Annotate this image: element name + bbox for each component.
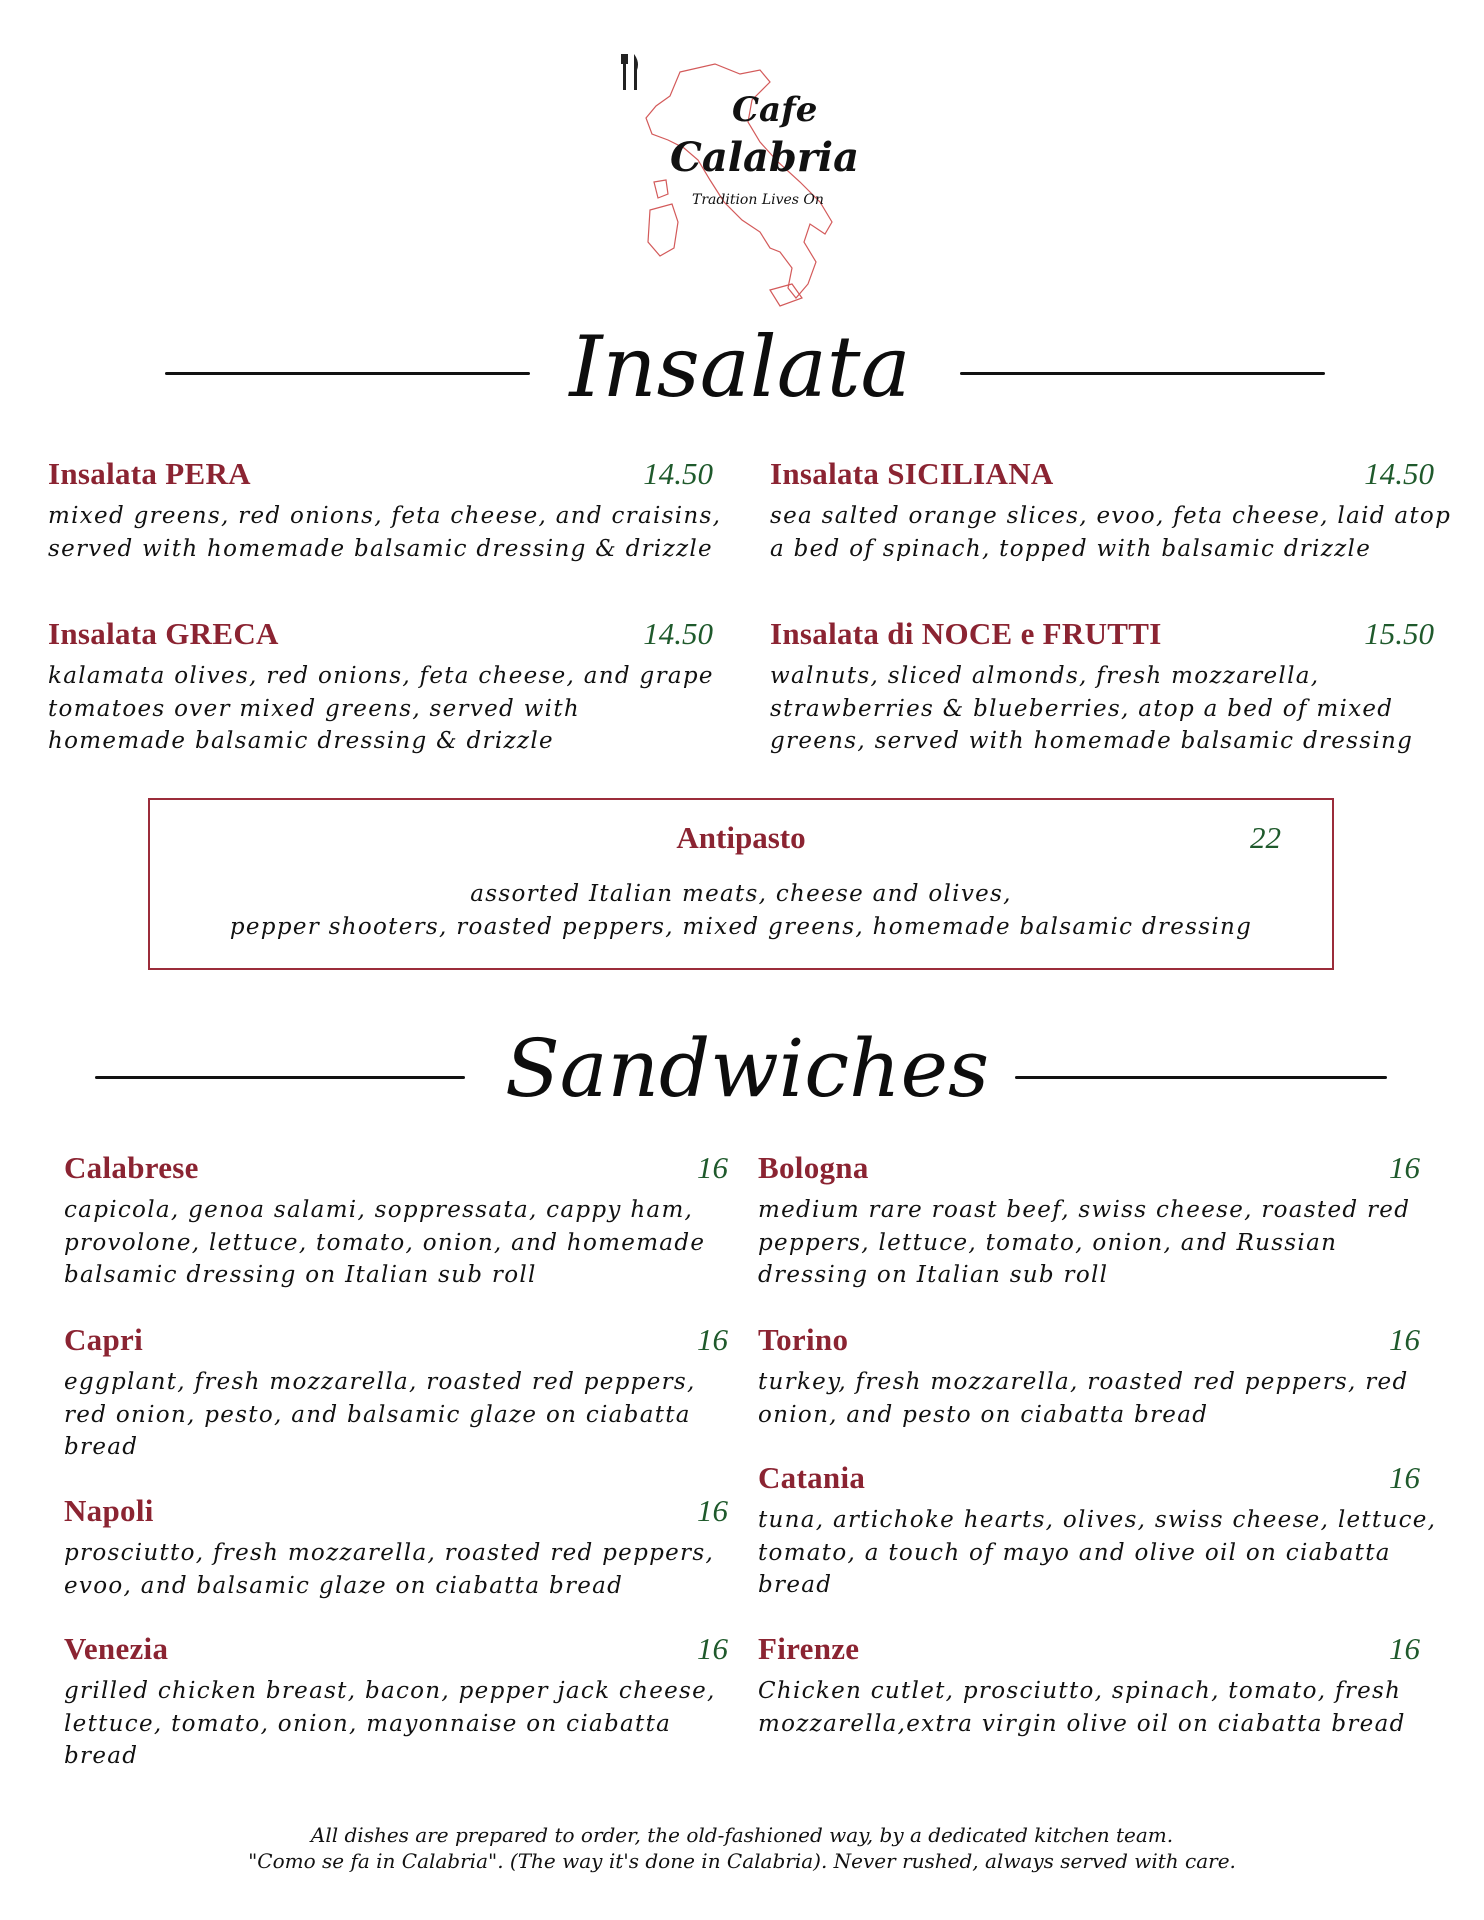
item-name: Insalata GRECA [48,616,279,651]
item-price: 16 [697,1493,728,1528]
divider-left-insalata [165,372,530,375]
antipasto-box [148,798,1334,970]
item-name: Insalata di NOCE e FRUTTI [770,616,1162,651]
item-description: walnuts, sliced almonds, fresh mozzarella, strawberries & blueberries, atop a bed of mixed greens, served with homemade balsamic dressing [770,663,1414,754]
item-price: 14.50 [643,456,713,491]
item-price: 16 [1389,1150,1420,1185]
divider-right-insalata [960,372,1325,375]
logo-tagline: Tradition Lives On [692,192,824,208]
item-name: Torino [758,1322,849,1357]
item-description: turkey, fresh mozzarella, roasted red peppers, red onion, and pesto on ciabatta bread [758,1369,1409,1428]
item-name: Catania [758,1460,866,1495]
item-price: 14.50 [643,616,713,651]
menu-item [48,456,722,565]
item-description: capicola, genoa salami, soppressata, cappy ham, provolone, lettuce, tomato, onion, and homemade balsamic dressing on Italian sub roll [64,1197,706,1288]
footer-note [0,1822,1484,1874]
divider-right-sandwiches [1015,1076,1387,1079]
section-title-insalata: Insalata [569,318,911,416]
item-name: Calabrese [64,1150,199,1185]
item-name: Antipasto [676,820,806,855]
item-description: sea salted orange slices, evoo, feta cheese, laid atop a bed of spinach, topped with balsamic drizzle [770,503,1452,562]
menu-item [64,1150,728,1292]
fork-knife-icon [620,52,642,92]
footer-line: "Como se fa in Calabria". (The way it's done in Calabria). Never rushed, always served with care. [248,1849,1236,1873]
menu-item [64,1631,728,1773]
item-price: 16 [1389,1322,1420,1357]
item-description: grilled chicken breast, bacon, pepper jack cheese, lettuce, tomato, onion, mayonnaise on ciabatta bread [64,1678,716,1769]
menu-item [64,1493,728,1602]
footer-line: All dishes are prepared to order, the old-fashioned way, by a dedicated kitchen team. [310,1823,1174,1847]
item-description: assorted Italian meats, cheese and olives, pepper shooters, roasted peppers, mixed greens, homemade balsamic dressing [229,881,1253,940]
item-price: 16 [1389,1631,1420,1666]
item-price: 22 [1250,820,1281,855]
menu-item [770,456,1452,565]
menu-item [758,1322,1420,1431]
item-price: 15.50 [1364,616,1434,651]
item-price: 16 [697,1150,728,1185]
item-description: mixed greens, red onions, feta cheese, and craisins, served with homemade balsamic dressing & drizzle [48,503,722,562]
item-price: 16 [697,1631,728,1666]
item-description: Chicken cutlet, prosciutto, spinach, tomato, fresh mozzarella,extra virgin olive oil on ciabatta bread [758,1678,1406,1737]
item-name: Capri [64,1322,143,1357]
item-price: 16 [697,1322,728,1357]
item-name: Firenze [758,1631,860,1666]
item-name: Bologna [758,1150,869,1185]
item-name: Venezia [64,1631,169,1666]
item-description: medium rare roast beef, swiss cheese, roasted red peppers, lettuce, tomato, onion, and Russian dressing on Italian sub roll [758,1197,1411,1288]
item-description: kalamata olives, red onions, feta cheese, and grape tomatoes over mixed greens, served with homemade balsamic dressing & drizzle [48,663,714,754]
item-name: Napoli [64,1493,154,1528]
item-price: 16 [1389,1460,1420,1495]
cafe-logo [620,52,860,312]
menu-item [758,1150,1420,1292]
section-title-sandwiches: Sandwiches [505,1022,990,1115]
item-description: prosciutto, fresh mozzarella, roasted red peppers, evoo, and balsamic glaze on ciabatta bread [64,1540,715,1599]
item-name: Insalata SICILIANA [770,456,1054,491]
divider-left-sandwiches [95,1076,465,1079]
item-description: eggplant, fresh mozzarella, roasted red peppers, red onion, pesto, and balsamic glaze on ciabatta bread [64,1369,696,1460]
item-price: 14.50 [1364,456,1434,491]
menu-item [758,1631,1420,1740]
logo-word-calabria: Calabria [670,134,860,181]
logo-word-cafe: Cafe [732,90,818,130]
menu-item [64,1322,728,1464]
item-description: tuna, artichoke hearts, olives, swiss cheese, lettuce, tomato, a touch of mayo and olive oil on ciabatta bread [758,1507,1437,1598]
menu-item [758,1460,1437,1602]
item-name: Insalata PERA [48,456,251,491]
menu-item [48,616,713,758]
menu-item [770,616,1434,758]
